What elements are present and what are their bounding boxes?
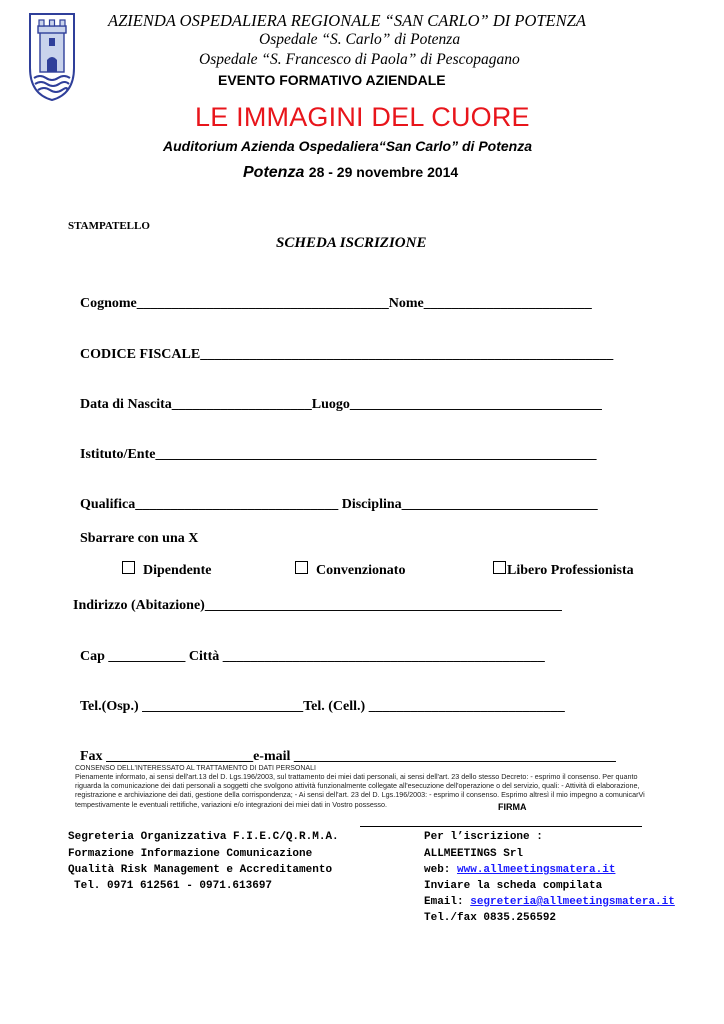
firma-label: FIRMA — [498, 802, 527, 812]
qualifica-row — [80, 497, 598, 513]
codice-fiscale-row — [80, 347, 613, 363]
citta-label: Città — [188, 649, 220, 664]
data-nascita-label: Data di Nascita — [80, 397, 172, 412]
event-type: EVENTO FORMATIVO AZIENDALE — [218, 72, 446, 88]
qualifica-field[interactable]: _____________________________ — [135, 497, 339, 512]
email-label: e-mail — [253, 749, 291, 764]
tel-cell-label: Tel. (Cell.) — [303, 699, 366, 714]
indirizzo-label: Indirizzo (Abitazione) — [73, 598, 205, 613]
event-title: LE IMMAGINI DEL CUORE — [195, 102, 530, 132]
tel-row — [80, 699, 565, 715]
venue: Auditorium Azienda Ospedaliera“San Carlo” di Potenza — [163, 138, 532, 154]
option-libero-professionista[interactable] — [493, 561, 634, 579]
footer-left-line-3: Qualità Risk Management e Accreditamento — [68, 864, 333, 876]
tel-osp-label: Tel.(Osp.) — [80, 699, 139, 714]
istituto-field[interactable]: _______________________________________________________________ — [155, 447, 597, 462]
qualifica-label: Qualifica — [80, 497, 136, 512]
footer-company: ALLMEETINGS Srl — [424, 848, 524, 860]
option-dipendente-label: Dipendente — [143, 563, 212, 578]
footer-web — [424, 864, 615, 876]
consent-title: CONSENSO DELL'INTERESSATO AL TRATTAMENTO DI DATI PERSONALI — [75, 765, 316, 772]
cap-label: Cap — [80, 649, 105, 664]
nome-label: Nome — [388, 296, 424, 311]
header-line-3: Ospedale “S. Francesco di Paola” di Pescopagano — [199, 51, 520, 68]
sbarrare-label: Sbarrare con una X — [80, 531, 199, 546]
tel-osp-field[interactable]: _______________________ — [142, 699, 304, 714]
footer-web-label: web: — [424, 864, 458, 876]
option-convenzionato[interactable] — [295, 561, 405, 579]
option-convenzionato-label: Convenzionato — [316, 563, 406, 578]
istituto-row — [80, 447, 596, 463]
cognome-field[interactable]: ____________________________________ — [136, 296, 389, 311]
hospital-logo — [26, 10, 78, 102]
event-date-range: 28 - 29 novembre 2014 — [308, 164, 459, 180]
cap-field[interactable]: ___________ — [108, 649, 186, 664]
form-heading: SCHEDA ISCRIZIONE — [276, 235, 427, 251]
nome-field[interactable]: ________________________ — [423, 296, 592, 311]
codice-fiscale-field[interactable]: ___________________________________________________________ — [200, 347, 614, 362]
luogo-label: Luogo — [311, 397, 350, 412]
footer-send: Inviare la scheda compilata — [424, 880, 603, 892]
footer-left-line-4: Tel. 0971 612561 - 0971.613697 — [74, 880, 273, 892]
stampatello-label: STAMPATELLO — [68, 220, 150, 232]
event-dates — [243, 164, 458, 182]
checkbox-libero-professionista[interactable] — [493, 561, 506, 574]
cognome-label: Cognome — [80, 296, 137, 311]
signature-line[interactable] — [360, 826, 642, 827]
fax-row — [80, 749, 616, 765]
footer-left-line-2: Formazione Informazione Comunicazione — [68, 848, 313, 860]
luogo-field[interactable]: ____________________________________ — [349, 397, 602, 412]
option-dipendente[interactable] — [122, 561, 211, 579]
cognome-row — [80, 296, 592, 312]
footer-right-title: Per l’iscrizione : — [424, 831, 543, 843]
birth-row — [80, 397, 602, 413]
footer-email-link[interactable]: segreteria@allmeetingsmatera.it — [470, 896, 675, 908]
indirizzo-row — [73, 598, 562, 614]
footer-telfax: Tel./fax 0835.256592 — [424, 912, 557, 924]
footer-email-label: Email: — [424, 896, 471, 908]
data-nascita-field[interactable]: ____________________ — [171, 397, 312, 412]
checkbox-dipendente[interactable] — [122, 561, 135, 574]
email-field[interactable]: ______________________________________________ — [293, 749, 616, 764]
citta-field[interactable]: ______________________________________________ — [222, 649, 545, 664]
tel-cell-field[interactable]: ____________________________ — [368, 699, 565, 714]
indirizzo-field[interactable]: ___________________________________________________ — [204, 598, 562, 613]
disciplina-field[interactable]: ____________________________ — [401, 497, 598, 512]
istituto-label: Istituto/Ente — [80, 447, 156, 462]
fax-field[interactable]: _____________________ — [106, 749, 254, 764]
footer-left-line-1: Segreteria Organizzativa F.I.E.C/Q.R.M.A. — [68, 831, 339, 843]
footer-email — [424, 896, 675, 908]
disciplina-label: Disciplina — [341, 497, 402, 512]
consent-text: Pienamente informato, ai sensi dell'art.13 del D. Lgs.196/2003, sul trattamento dei miei dati personali, ai sensi dell'art. 23 dello stesso Decreto: - esprimo il consenso. Per quanto riguarda la comunicazione dei dati personali a soggetti che svolgono attività funzionalmente collegate all'esecuzione dell'operazione o del servizio, quali: - Attività di elaborazione, registrazione e archiviazione dei dati, gestione della corrispondenza; - Ai sensi dell'art. 23 del D. Lgs.196/2003: - esprimo il consenso. Esprimo altresì il mio impegno a comunicarVi tempestivamente le eventuali rettifiche, variazioni e/o integrazioni dei miei dati in Vostro possesso. — [75, 772, 645, 809]
header-line-1: AZIENDA OSPEDALIERA REGIONALE “SAN CARLO” DI POTENZA — [108, 11, 586, 30]
cap-row — [80, 649, 545, 665]
fax-label: Fax — [80, 749, 103, 764]
footer-web-link[interactable]: www.allmeetingsmatera.it — [457, 864, 616, 876]
header-line-2: Ospedale “S. Carlo” di Potenza — [259, 31, 461, 48]
option-libero-professionista-label: Libero Professionista — [507, 563, 634, 578]
codice-fiscale-label: CODICE FISCALE — [80, 347, 201, 362]
event-city: Potenza — [243, 164, 305, 181]
checkbox-convenzionato[interactable] — [295, 561, 308, 574]
